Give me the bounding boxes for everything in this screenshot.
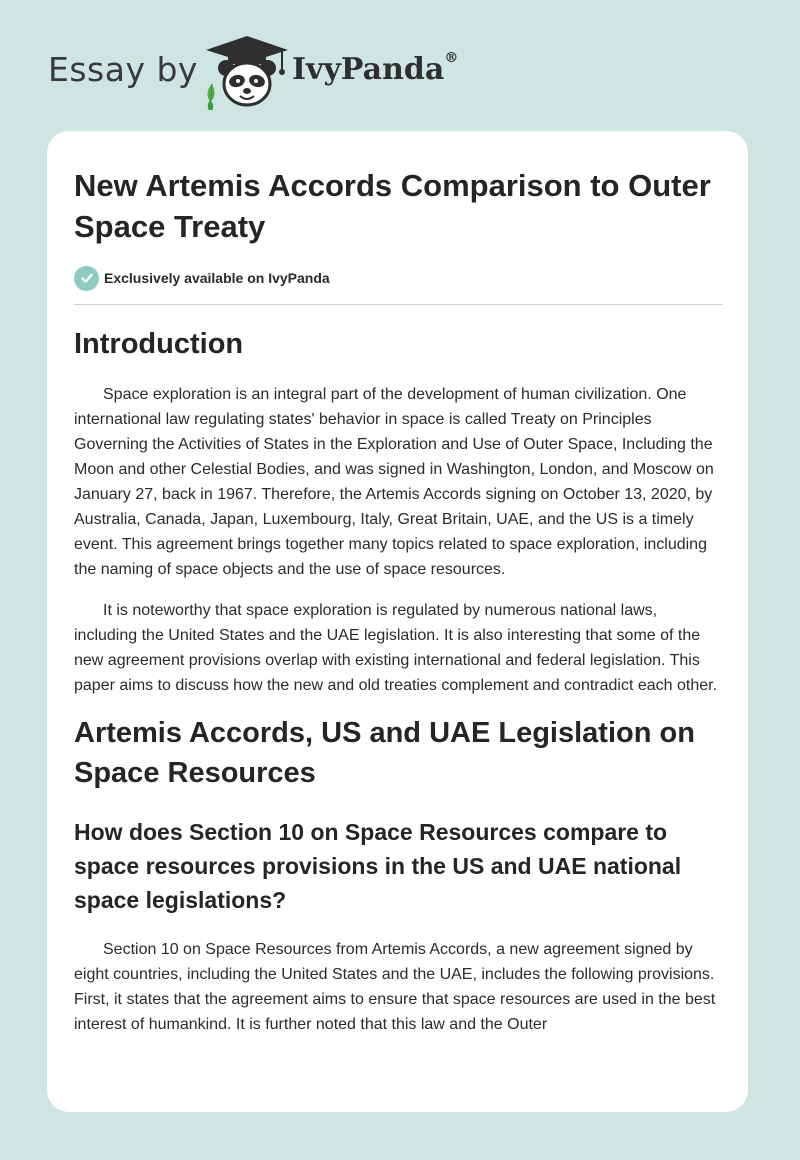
essay-content [74,165,724,1037]
brand-name[interactable]: IvyPanda® [292,50,459,87]
page-title: New Artemis Accords Comparison to Outer Space Treaty [74,168,711,244]
exclusive-badge [74,265,724,291]
panda-logo-icon[interactable] [202,30,292,110]
section-heading-introduction: Introduction [74,328,244,360]
site-header [48,30,748,110]
badge-label: Exclusively available on IvyPanda [104,270,330,286]
checkmark-icon [74,266,99,291]
divider [74,304,723,305]
paragraph: Space exploration is an integral part of the development of human civilization. One international law regulating states' behavior in space is called Treaty on Principles Governing the Activities of States in the Exploration and Use of Outer Space, Including the Moon and other Celestial Bodies, and was signed in Washington, London, and Moscow on January 27, back in 1967. Therefore, the Artemis Accords signing on October 13, 2020, by Australia, Canada, Japan, Luxembourg, Italy, Great Britain, UAE, and the US is a timely event. This agreement brings together many topics related to space exploration, including the naming of space objects and the use of space resources. [74,386,714,578]
paragraph: Section 10 on Space Resources from Artemis Accords, a new agreement signed by eight countries, including the United States and the UAE, includes the following provisions. First, it states that the agreement aims to ensure that space resources are used in the best interest of humankind. It is further noted that this law and the Outer [74,941,716,1033]
registered-mark: ® [444,50,459,66]
paragraph: It is noteworthy that space exploration is regulated by numerous national laws, including the United States and the UAE legislation. It is also interesting that some of the new agreement provisions overlap with existing international and federal legislation. This paper aims to discuss how the new and old treaties complement and contradict each other. [74,602,718,694]
subsection-heading-section-10: How does Section 10 on Space Resources compare to space resources provisions in the US and UAE national space legislations? [74,819,682,913]
section-heading-artemis-accords: Artemis Accords, US and UAE Legislation on Space Resources [74,717,695,789]
essay-by-label: Essay by [48,50,198,89]
essay-card [47,131,748,1112]
